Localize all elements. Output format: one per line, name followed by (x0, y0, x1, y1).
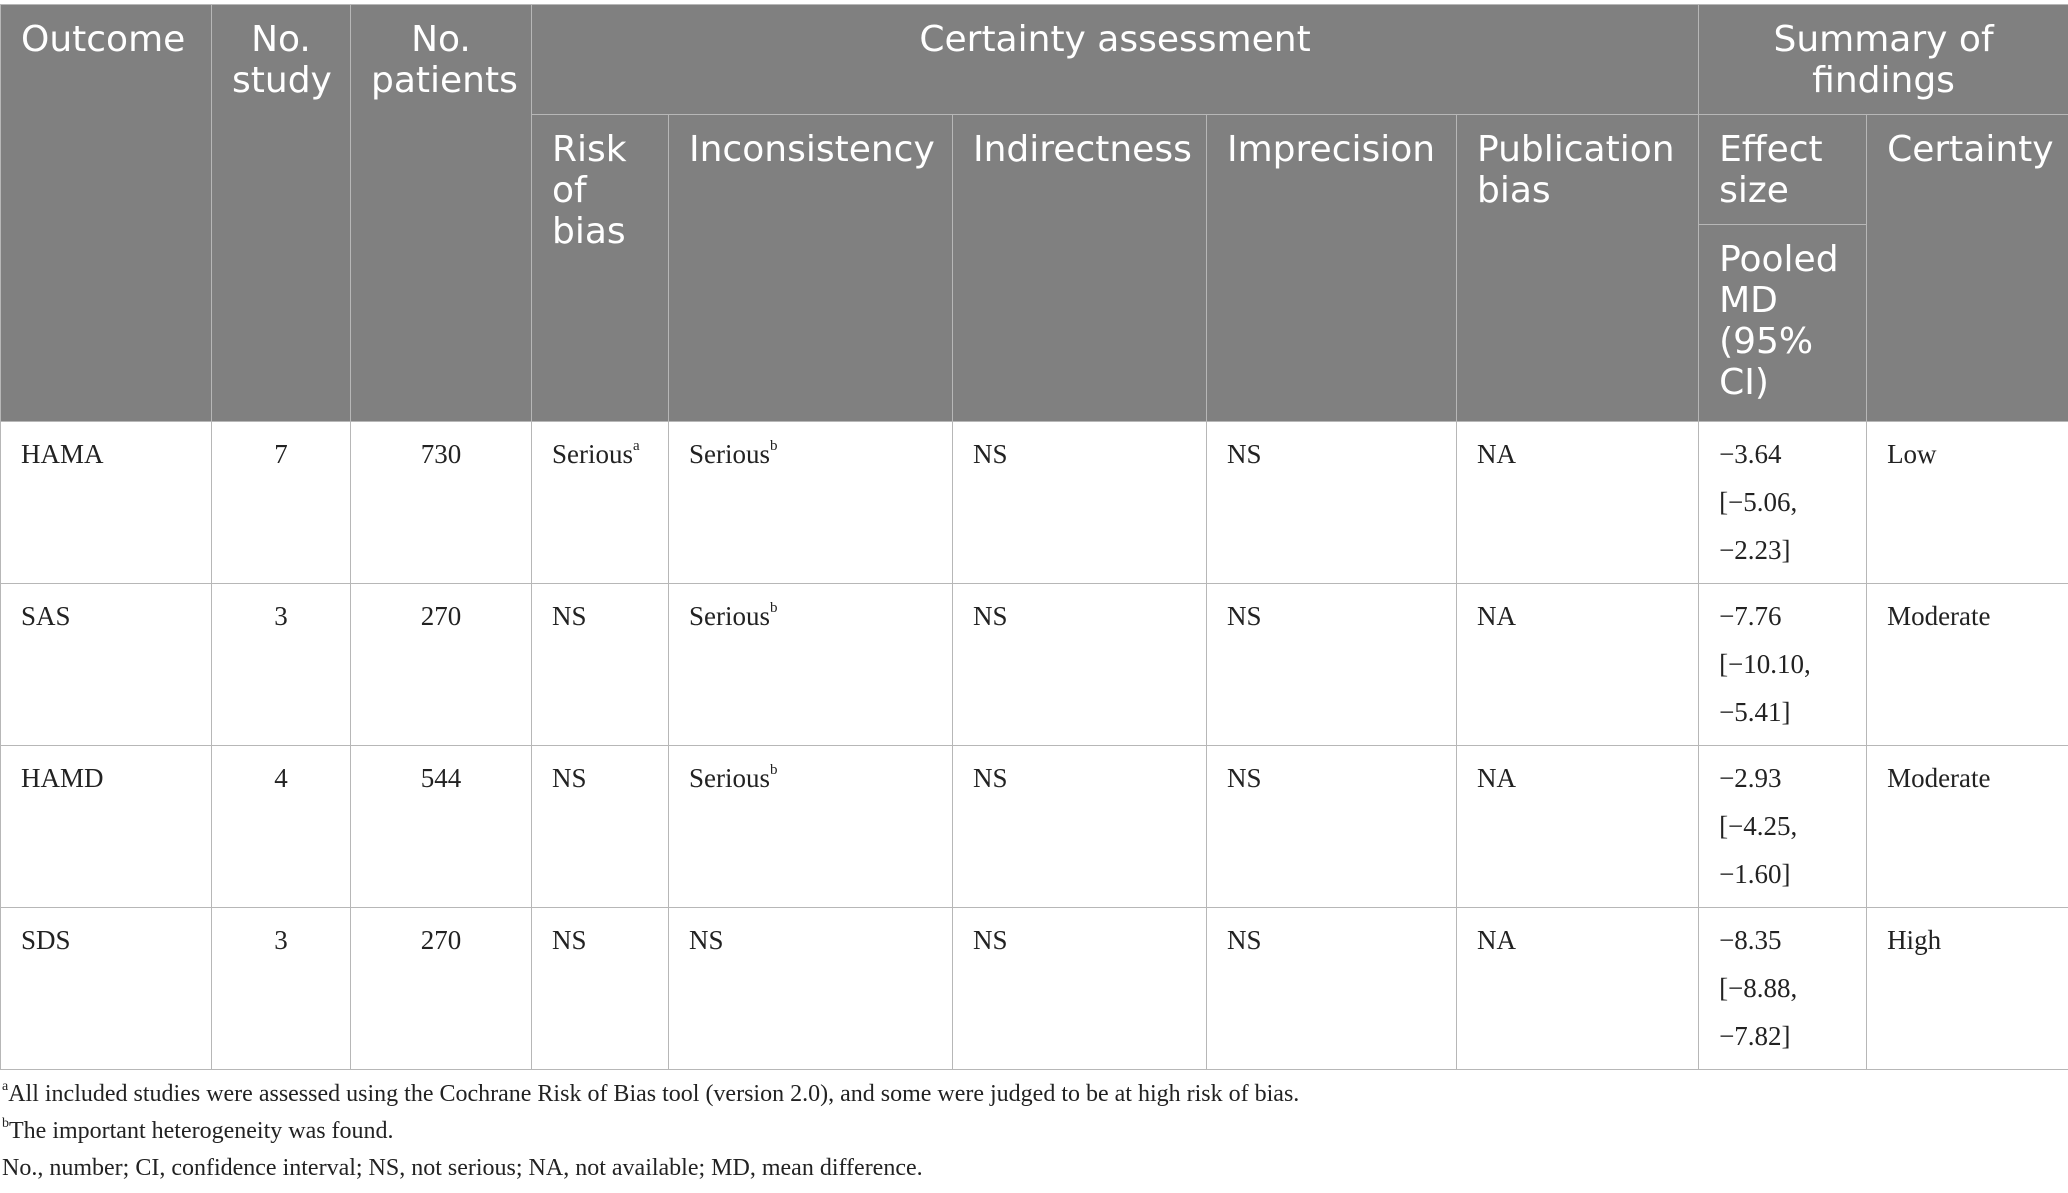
header-outcome: Outcome (1, 5, 212, 422)
cell-inconsistency: Serious$^b$ (669, 746, 953, 908)
cell-no-patients: 270 (351, 584, 532, 746)
cell-publication-bias: NA (1457, 422, 1699, 584)
cell-risk-of-bias: NS (532, 746, 669, 908)
footnote-text: The important heterogeneity was found. (9, 1118, 394, 1144)
table-row (1, 422, 2068, 584)
table-row (1, 584, 2068, 746)
cell-pooled-md: −8.35 [−8.88, −7.82] (1699, 908, 1867, 1070)
cell-pooled-md: −2.93 [−4.25, −1.60] (1699, 746, 1867, 908)
cell-certainty: High (1867, 908, 2068, 1070)
table-row (1, 908, 2068, 1070)
cell-imprecision: NS (1207, 422, 1457, 584)
cell-no-patients: 270 (351, 908, 532, 1070)
header-no-study: No. study (212, 5, 351, 422)
cell-risk-of-bias: NS (532, 584, 669, 746)
cell-no-study: 7 (212, 422, 351, 584)
cell-indirectness: NS (953, 584, 1207, 746)
header-pooled-md: Pooled MD (95% CI) (1699, 225, 1867, 422)
cell-certainty: Moderate (1867, 584, 2068, 746)
cell-outcome: HAMA (1, 422, 212, 584)
table-header (1, 5, 2068, 422)
cell-inconsistency: NS (669, 908, 953, 1070)
cell-no-study: 4 (212, 746, 351, 908)
footnote-mark: a (2, 1079, 9, 1094)
footnote-text: All included studies were assessed using the Cochrane Risk of Bias tool (version 2.0), and some were judged to be at high risk of bias. (8, 1081, 1300, 1107)
footnote-mark: b (2, 1116, 9, 1131)
cell-imprecision: NS (1207, 908, 1457, 1070)
cell-pooled-md: −7.76 [−10.10, −5.41] (1699, 584, 1867, 746)
cell-no-patients: 544 (351, 746, 532, 908)
header-no-patients: No. patients (351, 5, 532, 422)
table-row (1, 746, 2068, 908)
cell-inconsistency: Serious$^b$ (669, 584, 953, 746)
footnote-text: No., number; CI, confidence interval; NS, not serious; NA, not available; MD, mean difference. (2, 1155, 923, 1181)
footnote-marker: b (770, 600, 778, 616)
cell-publication-bias: NA (1457, 746, 1699, 908)
footnote-marker: b (770, 762, 778, 778)
cell-outcome: SDS (1, 908, 212, 1070)
cell-outcome: SAS (1, 584, 212, 746)
cell-outcome: HAMD (1, 746, 212, 908)
cell-pooled-md: −3.64 [−5.06, −2.23] (1699, 422, 1867, 584)
footnote (0, 1150, 2060, 1187)
cell-no-study: 3 (212, 908, 351, 1070)
header-inconsistency: Inconsistency (669, 115, 953, 422)
footnote (0, 1113, 2060, 1150)
cell-publication-bias: NA (1457, 908, 1699, 1070)
footnote-marker: a (633, 438, 640, 454)
cell-no-study: 3 (212, 584, 351, 746)
footnote-marker: b (770, 438, 778, 454)
cell-certainty: Low (1867, 422, 2068, 584)
cell-indirectness: NS (953, 908, 1207, 1070)
cell-certainty: Moderate (1867, 746, 2068, 908)
grade-evidence-table (0, 4, 2068, 1070)
header-indirectness: Indirectness (953, 115, 1207, 422)
cell-risk-of-bias: NS (532, 908, 669, 1070)
cell-indirectness: NS (953, 422, 1207, 584)
cell-imprecision: NS (1207, 584, 1457, 746)
header-publication-bias: Publication bias (1457, 115, 1699, 422)
cell-imprecision: NS (1207, 746, 1457, 908)
header-summary-of-findings: Summary of findings (1699, 5, 2068, 115)
cell-publication-bias: NA (1457, 584, 1699, 746)
header-certainty: Certainty (1867, 115, 2068, 422)
table-body (1, 422, 2068, 1070)
header-risk-of-bias: Risk of bias (532, 115, 669, 422)
cell-no-patients: 730 (351, 422, 532, 584)
cell-risk-of-bias: Serious$^a$ (532, 422, 669, 584)
header-imprecision: Imprecision (1207, 115, 1457, 422)
header-effect-size: Effect size (1699, 115, 1867, 225)
header-certainty-assessment: Certainty assessment (532, 5, 1699, 115)
cell-inconsistency: Serious$^b$ (669, 422, 953, 584)
cell-indirectness: NS (953, 746, 1207, 908)
table-footnotes (0, 1076, 2060, 1187)
footnote (0, 1076, 2060, 1113)
